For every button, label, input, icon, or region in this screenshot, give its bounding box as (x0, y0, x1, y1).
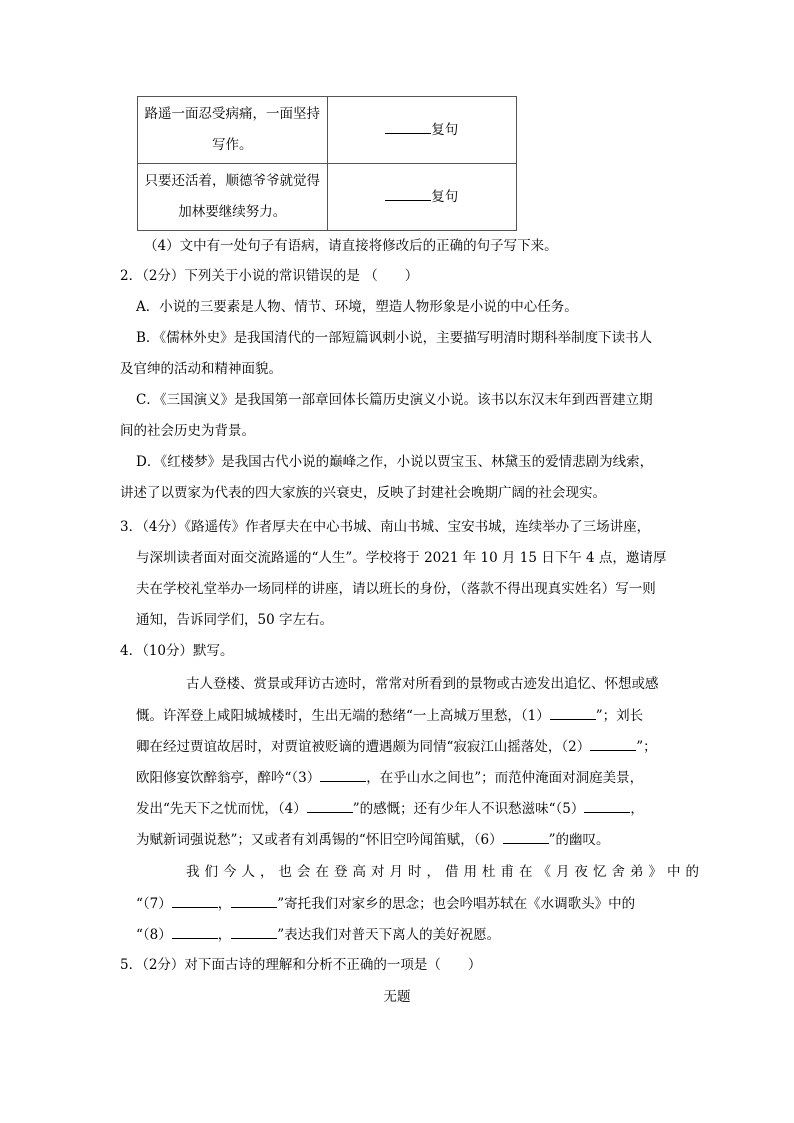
question-5-stem: 5．（2分）对下面古诗的理解和分析不正确的一项是（ ） (120, 957, 482, 973)
passage-line: 欧阳修宴饮醉翁亭，醉吟“（3） ，在乎山水之间也”；而范仲淹面对洞庭美景， (136, 767, 643, 788)
fill-blank[interactable] (172, 893, 218, 908)
question-2-stem: 2．（2分）下列关于小说的常识错误的是 （ ） (120, 268, 419, 284)
option-b: B．《儒林外史》是我国清代的一部短篇讽刺小说，主要描写明清时期科举制度下读书人 (136, 330, 653, 346)
passage-line: 卿在经过贾谊故居时，对贾谊被贬谪的遭遇颇为同情“寂寂江山摇落处，（2） ”； (136, 736, 657, 757)
sentence-line: 加林要继续努力。 (178, 204, 287, 220)
table-cell-answer (327, 164, 517, 231)
passage-line: “（8） ， ”表达我们对普天下离人的美好祝愿。 (136, 924, 500, 945)
question-1-4: （4）文中有一处句子有语病，请直接将修改后的正确的句子写下来。 (144, 238, 558, 254)
question-3-line: 夫在学校礼堂举办一场同样的讲座，请以班长的身份，（落款不得出现真实姓名）写一则 (136, 581, 656, 597)
table-row (138, 164, 517, 231)
option-d: D．《红楼梦》是我国古代小说的巅峰之作，小说以贾宝玉、林黛玉的爱情悲剧为线索， (136, 454, 654, 470)
answer-suffix: 复句 (431, 188, 459, 205)
passage-line: 为赋新词强说愁”；又或者有刘禹锡的“怀旧空吟闻笛赋，（6） ”的幽叹。 (136, 829, 610, 850)
fill-blank[interactable] (550, 705, 596, 720)
passage-line: 我们今人，也会在登高对月时，借用杜甫在《月夜忆舍弟》中的 (186, 864, 704, 880)
sentence-type-table (137, 96, 517, 231)
passage-line: 慨。许浑登上咸阳城城楼时，生出无端的愁绪“一上高城万里愁，（1） ”；刘长 (136, 705, 643, 726)
table-cell-sentence (138, 97, 328, 164)
sentence-line: 只要还活着，顺德爷爷就觉得 (144, 173, 320, 189)
passage-line: “（7） ， ”寄托我们对家乡的思念；也会吟唱苏轼在《水调歌头》中的 (136, 893, 635, 914)
option-d-cont: 讲述了以贾家为代表的四大家族的兴衰史，反映了封建社会晚期广阔的社会现实。 (120, 485, 606, 501)
question-4-stem: 4．（10分）默写。 (120, 643, 234, 659)
question-3-line: 与深圳读者面对面交流路遥的“人生”。学校将于 2021 年 10 月 15 日下午 4 点，邀请厚 (136, 550, 667, 566)
table-cell-answer (327, 97, 517, 164)
option-a: A．小说的三要素是人物、情节、环境，塑造人物形象是小说的中心任务。 (136, 299, 578, 315)
poem-title: 无题 (383, 989, 411, 1005)
option-c: C．《三国演义》是我国第一部章回体长篇历史演义小说。该书以东汉末年到西晋建立期 (136, 392, 653, 408)
question-3-line: 通知，告诉同学们，50 字左右。 (136, 612, 333, 628)
fill-blank[interactable] (231, 893, 277, 908)
sentence-line: 写作。 (212, 137, 253, 153)
table-row (138, 97, 517, 164)
passage-line: 发出“先天下之忧而忧，（4） ”的感慨；还有少年人不识愁滋味“（5） ， (136, 798, 644, 819)
question-3-line: 3．（4分）《路遥传》作者厚夫在中心书城、南山书城、宝安书城，连续举办了三场讲座， (120, 519, 651, 535)
fill-blank[interactable] (590, 736, 636, 751)
passage-line: 古人登楼、赏景或拜访古迹时，常常对所看到的景物或古迹发出追忆、怀想或感 (186, 676, 659, 692)
answer-blank[interactable] (385, 186, 431, 201)
fill-blank[interactable] (584, 798, 630, 813)
answer-suffix: 复句 (431, 121, 459, 138)
fill-blank[interactable] (307, 798, 353, 813)
fill-blank[interactable] (320, 767, 366, 782)
fill-blank[interactable] (231, 924, 277, 939)
table-cell-sentence (138, 164, 328, 231)
fill-blank[interactable] (172, 924, 218, 939)
option-b-cont: 及官绅的活动和精神面貌。 (120, 361, 282, 377)
sentence-line: 路遥一面忍受病痛，一面坚持 (144, 106, 320, 122)
answer-blank[interactable] (385, 119, 431, 134)
option-c-cont: 间的社会历史为背景。 (120, 423, 255, 439)
fill-blank[interactable] (503, 829, 549, 844)
